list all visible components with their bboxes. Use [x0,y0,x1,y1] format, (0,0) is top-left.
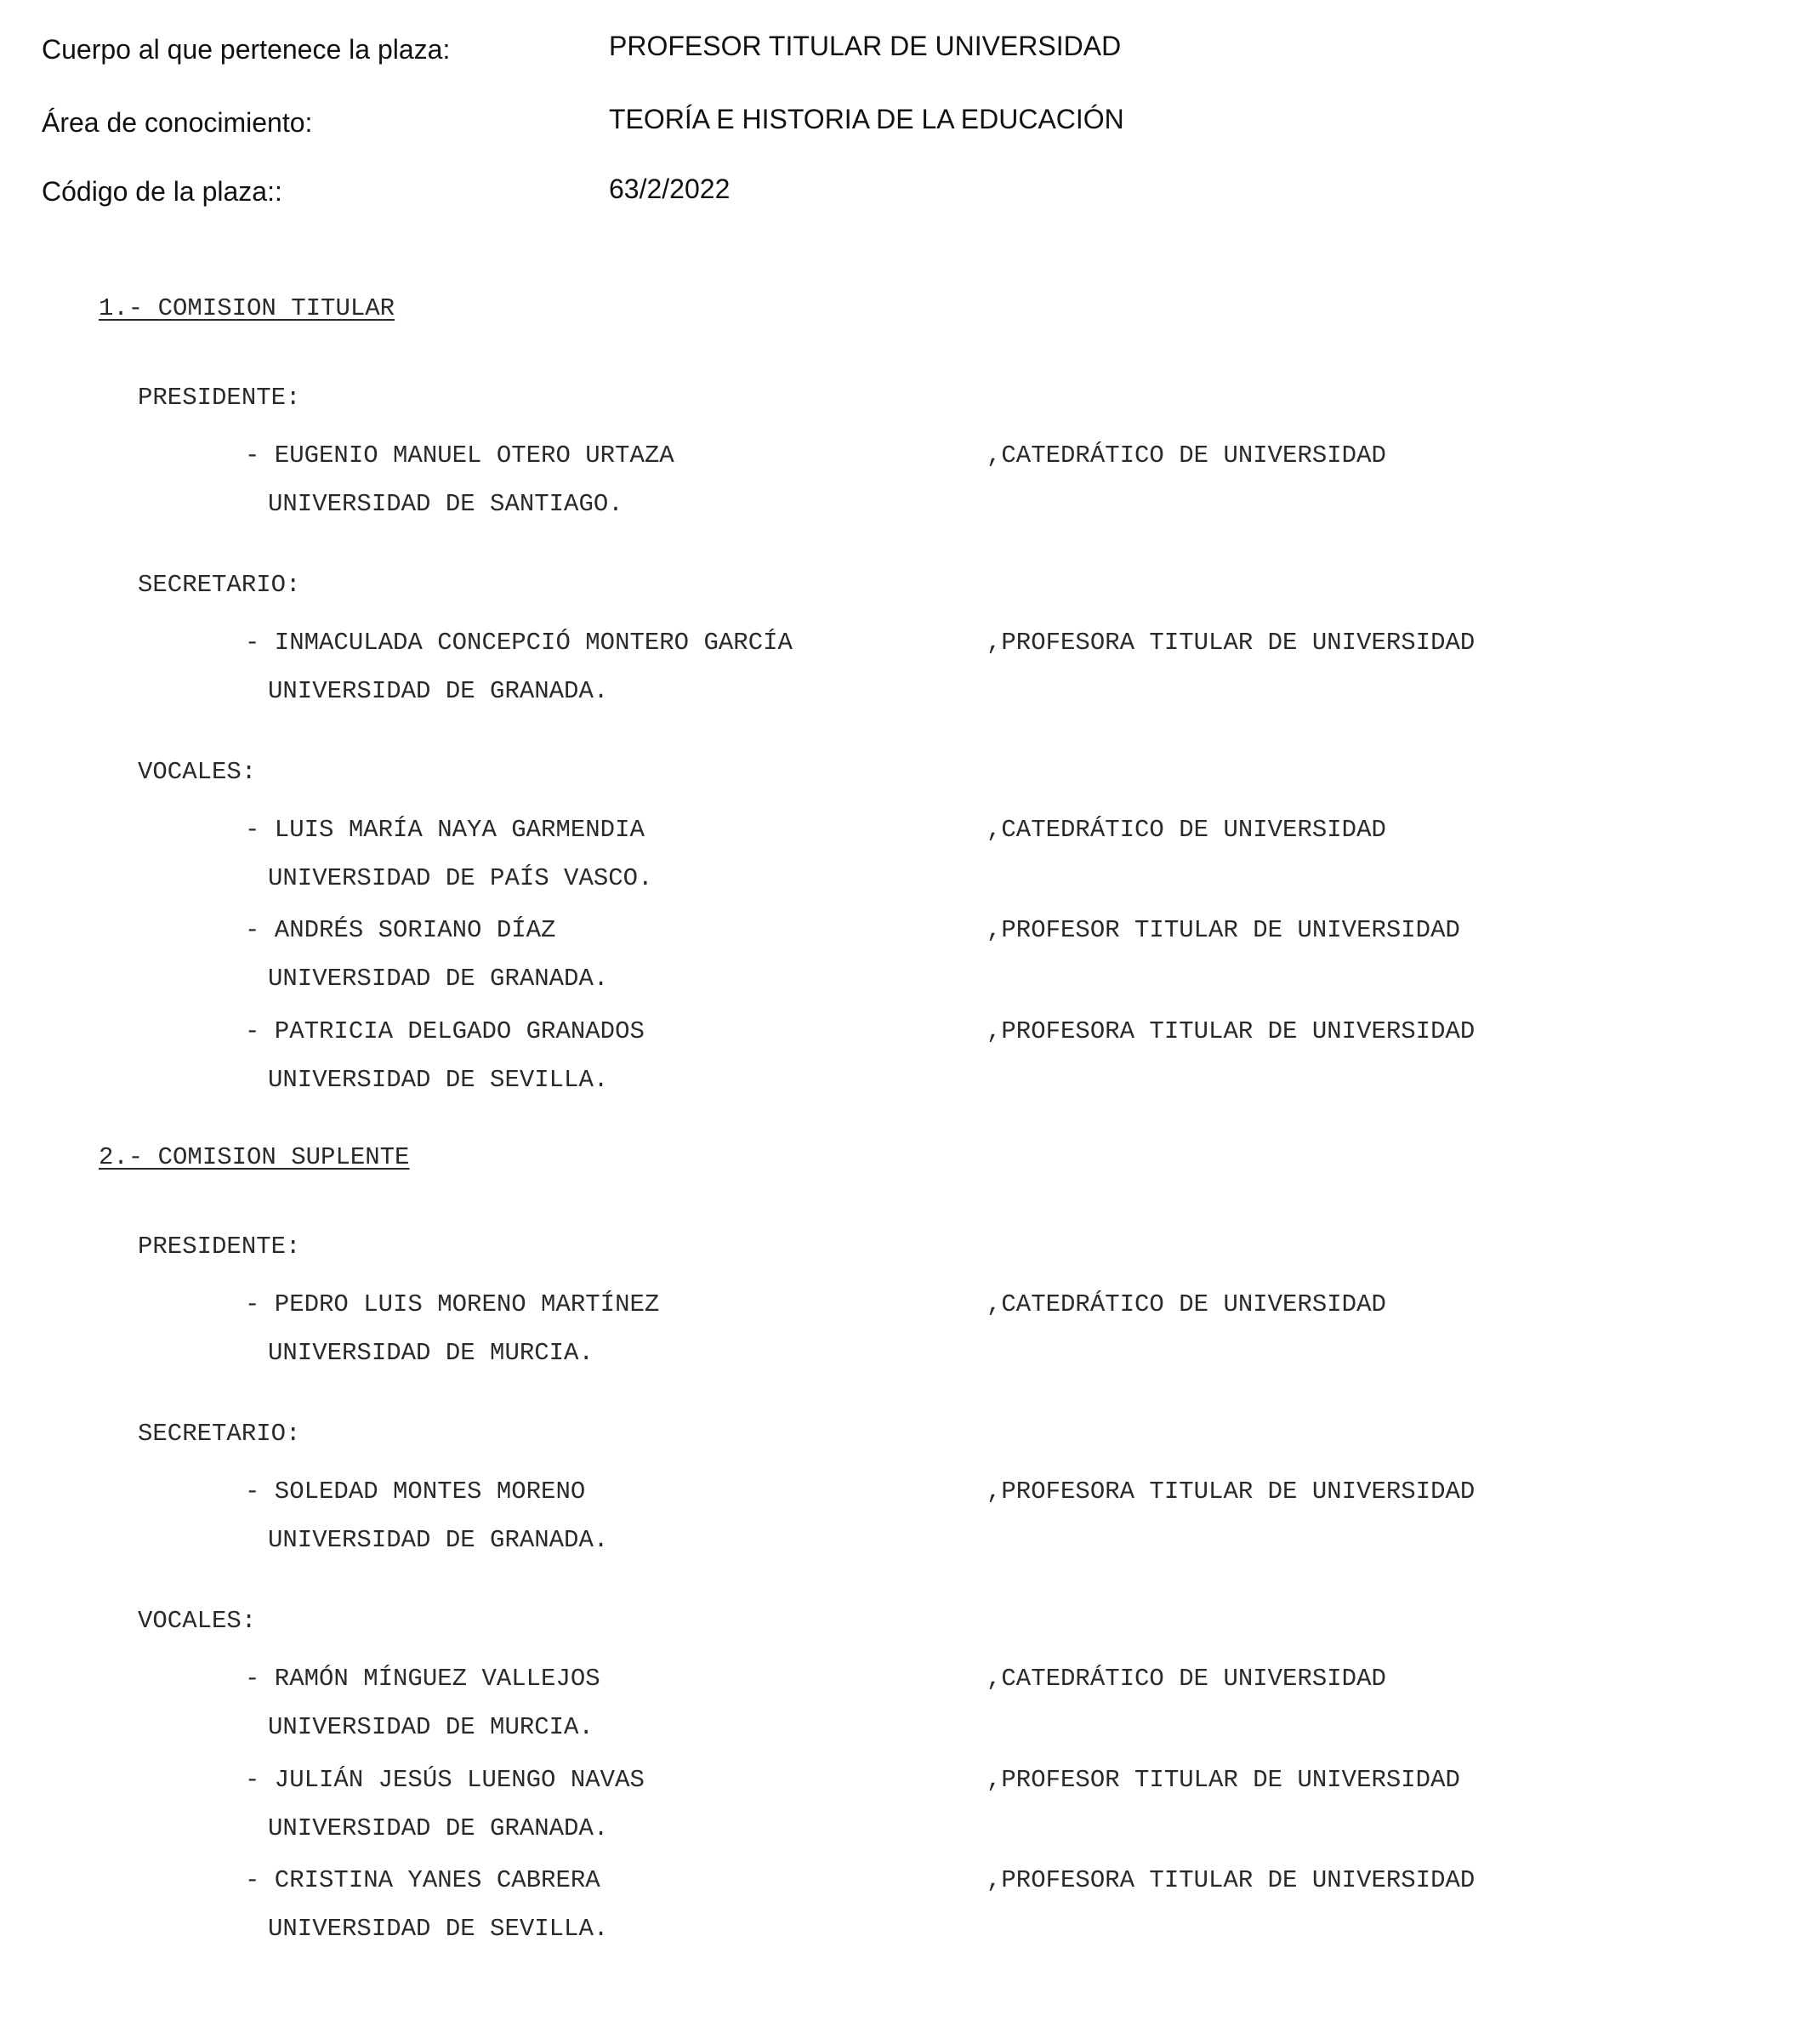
area-label: Área de conocimiento: [42,107,313,138]
role-label-presidente: PRESIDENTE: [138,384,301,412]
member-category: ,PROFESORA TITULAR DE UNIVERSIDAD [986,1477,1475,1506]
cuerpo-value: PROFESOR TITULAR DE UNIVERSIDAD [609,31,1122,61]
member-name: - PEDRO LUIS MORENO MARTÍNEZ [245,1290,660,1318]
member-university: UNIVERSIDAD DE GRANADA. [268,677,609,705]
member-name: - PATRICIA DELGADO GRANADOS [245,1017,645,1045]
member-category: ,CATEDRÁTICO DE UNIVERSIDAD [986,441,1386,470]
member-category: ,PROFESOR TITULAR DE UNIVERSIDAD [986,1766,1460,1794]
member-name: - ANDRÉS SORIANO DÍAZ [245,916,556,944]
area-value: TEORÍA E HISTORIA DE LA EDUCACIÓN [609,104,1124,134]
member-name: - CRISTINA YANES CABRERA [245,1866,600,1894]
member-name: - EUGENIO MANUEL OTERO URTAZA [245,441,674,470]
role-label-secretario: SECRETARIO: [138,1420,301,1448]
member-name: - JULIÁN JESÚS LUENGO NAVAS [245,1766,645,1794]
member-name: - RAMÓN MÍNGUEZ VALLEJOS [245,1665,600,1693]
member-university: UNIVERSIDAD DE SEVILLA. [268,1915,609,1943]
member-university: UNIVERSIDAD DE MURCIA. [268,1339,594,1367]
role-label-vocales: VOCALES: [138,1607,257,1635]
member-category: ,CATEDRÁTICO DE UNIVERSIDAD [986,1290,1386,1318]
member-university: UNIVERSIDAD DE SEVILLA. [268,1066,609,1094]
member-name: - INMACULADA CONCEPCIÓ MONTERO GARCÍA [245,629,793,657]
member-university: UNIVERSIDAD DE MURCIA. [268,1713,594,1741]
member-university: UNIVERSIDAD DE GRANADA. [268,965,609,993]
role-label-presidente: PRESIDENTE: [138,1233,301,1261]
member-university: UNIVERSIDAD DE SANTIAGO. [268,490,623,518]
member-name: - SOLEDAD MONTES MORENO [245,1477,586,1506]
member-category: ,CATEDRÁTICO DE UNIVERSIDAD [986,1665,1386,1693]
role-label-vocales: VOCALES: [138,758,257,786]
role-label-secretario: SECRETARIO: [138,571,301,599]
member-category: ,CATEDRÁTICO DE UNIVERSIDAD [986,816,1386,844]
member-name: - LUIS MARÍA NAYA GARMENDIA [245,816,645,844]
member-category: ,PROFESORA TITULAR DE UNIVERSIDAD [986,629,1475,657]
codigo-value: 63/2/2022 [609,174,731,204]
member-university: UNIVERSIDAD DE GRANADA. [268,1814,609,1842]
section-title-titular: 1.- COMISION TITULAR [99,294,395,322]
cuerpo-label: Cuerpo al que pertenece la plaza: [42,34,451,65]
member-university: UNIVERSIDAD DE GRANADA. [268,1526,609,1554]
member-category: ,PROFESORA TITULAR DE UNIVERSIDAD [986,1017,1475,1045]
member-category: ,PROFESORA TITULAR DE UNIVERSIDAD [986,1866,1475,1894]
member-category: ,PROFESOR TITULAR DE UNIVERSIDAD [986,916,1460,944]
codigo-label: Código de la plaza:: [42,176,282,207]
section-title-suplente: 2.- COMISION SUPLENTE [99,1143,410,1171]
member-university: UNIVERSIDAD DE PAÍS VASCO. [268,864,653,892]
